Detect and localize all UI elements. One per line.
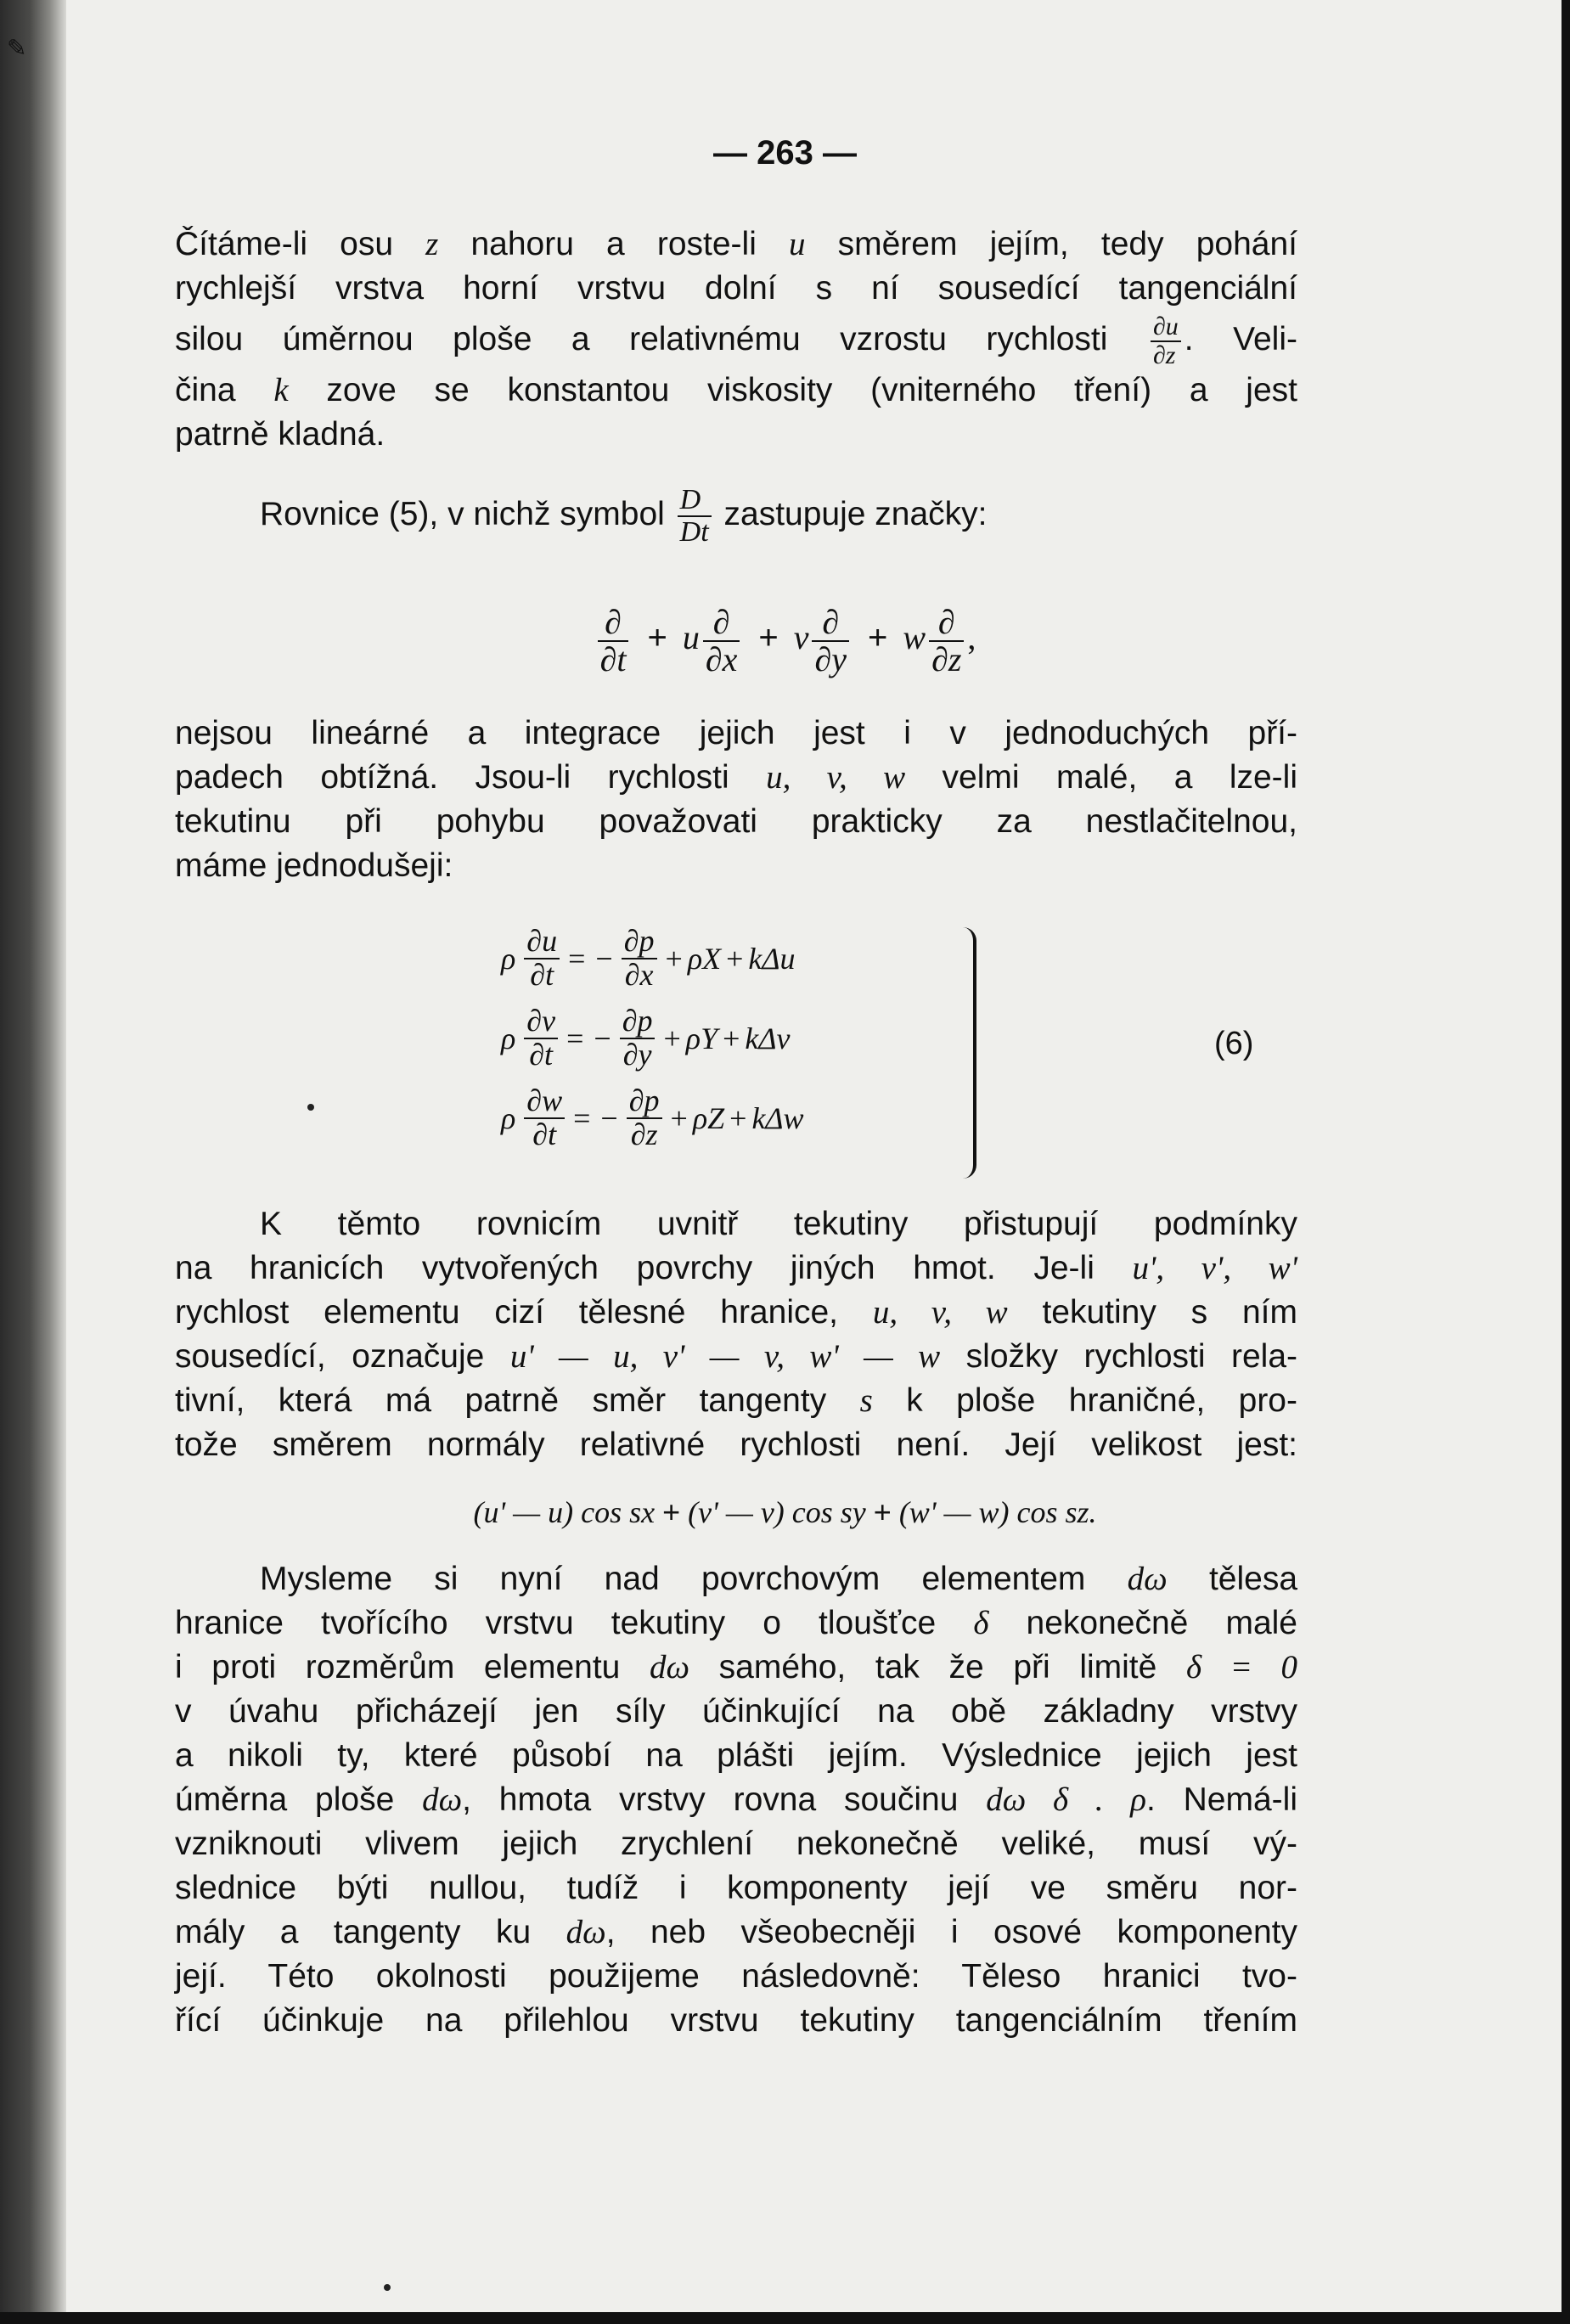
relative-velocity-formula: (u' — u) cos sx + (v' — v) cos sy + (w' — w) cos sz. <box>473 1494 1097 1529</box>
fraction-D-Dt: $\frac{D}{Dt}$ <box>678 485 712 547</box>
text-line: K těmto rovnicím uvnitř tekutiny přistupují podmínky <box>260 1206 1297 1242</box>
margin-mark: ✎ <box>7 34 27 62</box>
text-line: nejsou lineárné a integrace jejich jest i v jednoduchých pří- <box>175 715 1297 751</box>
text-line: padech obtížná. Jsou-li rychlosti u, v, w velmi malé, a lze-li <box>175 759 1297 796</box>
equation-brace <box>959 927 976 1179</box>
paragraph-2 <box>175 481 1297 549</box>
text-line: tivní, která má patrně směr tangenty s k ploše hraničné, pro- <box>175 1382 1297 1419</box>
partial-x: $\frac{\partial}{\partial x}$ <box>703 605 740 678</box>
text-line: slednice býti nullou, tudíž i komponenty její ve směru nor- <box>175 1870 1297 1906</box>
text-line: máme jednodušeji: <box>175 847 453 884</box>
text-line: tože směrem normály relativné rychlosti není. Její velikost jest: <box>175 1426 1297 1463</box>
text-line: mály a tangenty ku dω, neb všeobecněji i osové komponenty <box>175 1914 1297 1950</box>
paragraph-1 <box>175 222 1297 457</box>
text-line: silou úměrnou ploše a relativnému vzrostu rychlosti $\frac{\partial u}{\partial z}$ . Veli- <box>175 312 1297 369</box>
text-line: tekutinu při pohybu považovati prakticky za nestlačitelnou, <box>175 803 1297 840</box>
partial-y: $\frac{\partial}{\partial y}$ <box>812 605 849 678</box>
page-number: — 263 — <box>713 134 857 172</box>
text-line: Rovnice (5), v nichž symbol $\frac{D}{Dt}$ zastupuje značky: <box>260 484 988 548</box>
text-line: v úvahu přicházejí jen síly účinkující na obě základny vrstvy <box>175 1693 1297 1730</box>
operator-expression: $\frac{\partial}{\partial t}$ + u $\frac{\partial}{\partial x}$ + v $\frac{\partial}{\partial y}$ + w $\frac{\partial}{\partial z}$ , <box>0 605 1570 678</box>
book-binding-shadow <box>0 0 66 2324</box>
text-line: úměrna ploše dω, hmota vrstvy rovna součinu dω δ . ρ. Nemá-li <box>175 1781 1297 1818</box>
text-line: Mysleme si nyní nad povrchovým elementem dω tělesa <box>260 1561 1298 1597</box>
lhs-fraction: $\frac{\partial v}{\partial t}$ <box>524 1005 558 1072</box>
partial-z: $\frac{\partial}{\partial z}$ <box>929 605 964 678</box>
scan-border-right <box>1562 0 1570 2324</box>
lhs-fraction: $\frac{\partial u}{\partial t}$ <box>524 926 560 992</box>
rhs-fraction: $\frac{\partial p}{\partial y}$ <box>620 1005 656 1072</box>
rhs-fraction: $\frac{\partial p}{\partial z}$ <box>627 1085 662 1151</box>
paragraph-4 <box>175 1202 1297 1467</box>
text-line: i proti rozměrům elementu dω samého, tak že při limitě δ = 0 <box>175 1649 1297 1685</box>
text-line: Čítáme-li osu z nahoru a roste-li u směrem jejím, tedy pohání <box>175 226 1297 262</box>
text-line: patrně kladná. <box>175 416 385 453</box>
text-line: řící účinkuje na přilehlou vrstvu tekutiny tangenciálním třením <box>175 2002 1297 2039</box>
equation-system-6 <box>501 919 804 1158</box>
equation-row-u: ρ $\frac{\partial u}{\partial t}$ = − $\frac{\partial p}{\partial x}$ + ρX + kΔu <box>501 924 796 992</box>
rhs-fraction: $\frac{\partial p}{\partial x}$ <box>622 926 657 992</box>
speck-mark <box>384 2284 391 2291</box>
text-line: na hranicích vytvořených povrchy jiných hmot. Je-li u', v', w' <box>175 1250 1297 1286</box>
text-line: čina k zove se konstantou viskosity (vniterného tření) a jest <box>175 372 1297 408</box>
text-line: a nikoli ty, které působí na plášti jejím. Výslednice jejich jest <box>175 1737 1297 1774</box>
partial-t: $\frac{\partial}{\partial t}$ <box>598 605 629 678</box>
text-line: vzniknouti vlivem jejich zrychlení nekonečně veliké, musí vý- <box>175 1826 1297 1862</box>
equation-row-w: ρ $\frac{\partial w}{\partial t}$ = − $\frac{\partial p}{\partial z}$ + ρZ + kΔw <box>501 1083 804 1151</box>
lhs-fraction: $\frac{\partial w}{\partial t}$ <box>524 1085 565 1151</box>
text-line: sousedící, označuje u' — u, v' — v, w' — w složky rychlosti rela- <box>175 1338 1297 1375</box>
equation-row-v: ρ $\frac{\partial v}{\partial t}$ = − $\frac{\partial p}{\partial y}$ + ρY + kΔv <box>501 1004 791 1072</box>
scan-border-bottom <box>0 2312 1570 2324</box>
text-line: rychlejší vrstva horní vrstvu dolní s ní sousedící tangenciální <box>175 270 1297 307</box>
equation-number: (6) <box>1214 1026 1254 1061</box>
text-line: hranice tvořícího vrstvu tekutiny o tloušťce δ nekonečně malé <box>175 1605 1297 1641</box>
text-line: její. Této okolnosti použijeme následovně: Těleso hranici tvo- <box>175 1958 1297 1995</box>
paragraph-3 <box>175 712 1297 888</box>
speck-mark <box>307 1104 314 1111</box>
fraction-du-dz: $\frac{\partial u}{\partial z}$ <box>1151 313 1181 369</box>
text-line: rychlost elementu cizí tělesné hranice, u, v, w tekutiny s ním <box>175 1294 1297 1331</box>
paragraph-5 <box>175 1557 1297 2043</box>
